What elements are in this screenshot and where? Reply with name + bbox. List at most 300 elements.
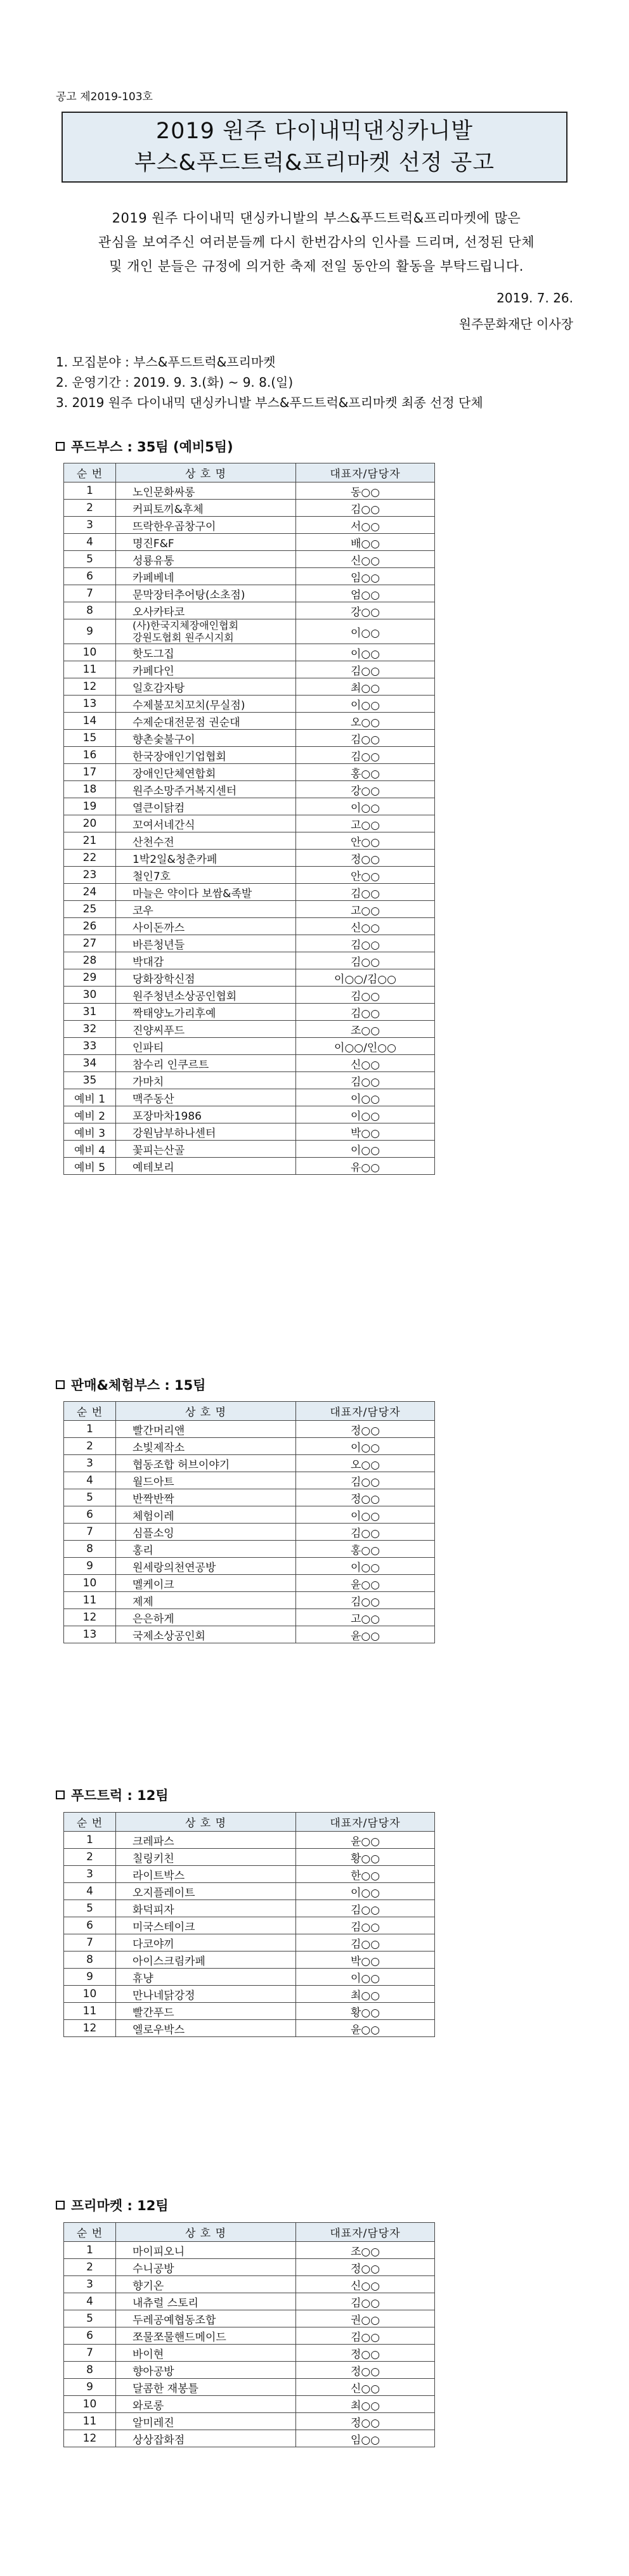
- cell-no: 35: [64, 1072, 116, 1089]
- cell-representative: 이○○: [296, 1106, 435, 1123]
- cell-representative: 김○○: [296, 661, 435, 678]
- cell-name: 가마치: [116, 1072, 296, 1089]
- table-row: [64, 764, 435, 781]
- table-row: [64, 2242, 435, 2259]
- cell-name: 사이돈까스: [116, 918, 296, 935]
- cell-representative: 이○○/김○○: [296, 969, 435, 987]
- cell-no: 10: [64, 1986, 116, 2003]
- table-row: [64, 2396, 435, 2413]
- table-row: [64, 2327, 435, 2345]
- table-row: [64, 1592, 435, 1609]
- cell-representative: 박○○: [296, 1123, 435, 1141]
- cell-no: 1: [64, 1832, 116, 1849]
- cell-no: 24: [64, 884, 116, 901]
- cell-no: 26: [64, 918, 116, 935]
- table-row: [64, 1438, 435, 1455]
- cell-no: 12: [64, 1609, 116, 1626]
- header-representative: 대표자/담당자: [296, 463, 435, 482]
- cell-representative: 유○○: [296, 1158, 435, 1175]
- cell-no: 3: [64, 517, 116, 534]
- cell-representative: 김○○: [296, 1472, 435, 1489]
- cell-name: 제제: [116, 1592, 296, 1609]
- table-row: [64, 2362, 435, 2379]
- cell-representative: 조○○: [296, 1021, 435, 1038]
- cell-no: 13: [64, 696, 116, 713]
- header-name: 상 호 명: [116, 1813, 296, 1832]
- cell-name: 알미레진: [116, 2413, 296, 2430]
- cell-no: 28: [64, 952, 116, 969]
- table-row: [64, 1883, 435, 1900]
- cell-representative: 고○○: [296, 815, 435, 832]
- header-name: 상 호 명: [116, 2223, 296, 2242]
- cell-representative: 김○○: [296, 952, 435, 969]
- cell-no: 32: [64, 1021, 116, 1038]
- table-row: [64, 1934, 435, 1951]
- table-row: [64, 1455, 435, 1472]
- cell-no: 11: [64, 661, 116, 678]
- table-row: [64, 850, 435, 867]
- header-no: 순 번: [64, 2223, 116, 2242]
- cell-no: 20: [64, 815, 116, 832]
- cell-name: 홍리: [116, 1541, 296, 1558]
- cell-no: 25: [64, 901, 116, 918]
- cell-name: 만나네닭강정: [116, 1986, 296, 2003]
- cell-representative: 이○○: [296, 1558, 435, 1575]
- table-row: [64, 969, 435, 987]
- table-row: [64, 585, 435, 602]
- cell-representative: 김○○: [296, 884, 435, 901]
- cell-representative: 신○○: [296, 2276, 435, 2293]
- cell-representative: 김○○: [296, 1592, 435, 1609]
- cell-name: 바이현: [116, 2345, 296, 2362]
- cell-representative: 황○○: [296, 2003, 435, 2020]
- table-row: [64, 1541, 435, 1558]
- cell-no: 12: [64, 2430, 116, 2447]
- cell-no: 4: [64, 1883, 116, 1900]
- cell-representative: 이○○: [296, 1438, 435, 1455]
- cell-no: 22: [64, 850, 116, 867]
- cell-representative: 최○○: [296, 1986, 435, 2003]
- cell-representative: 정○○: [296, 2259, 435, 2276]
- cell-name: 미국스테이크: [116, 1917, 296, 1934]
- cell-representative: 오○○: [296, 1455, 435, 1472]
- cell-representative: 신○○: [296, 2379, 435, 2396]
- cell-no: 12: [64, 678, 116, 696]
- flea-market-table: [63, 2222, 435, 2447]
- table-row: [64, 2020, 435, 2037]
- table-row: [64, 500, 435, 517]
- cell-name: 향촌숯불구이: [116, 730, 296, 747]
- cell-name: 산천수전: [116, 832, 296, 850]
- cell-representative: 김○○: [296, 935, 435, 952]
- cell-no: 8: [64, 2362, 116, 2379]
- cell-representative: 최○○: [296, 2396, 435, 2413]
- section-title-text: 프리마켓 : 12팀: [71, 2198, 169, 2213]
- cell-name: 상상잡화점: [116, 2430, 296, 2447]
- cell-representative: 이○○: [296, 696, 435, 713]
- cell-no: 1: [64, 2242, 116, 2259]
- table-row: [64, 2345, 435, 2362]
- food-truck-table: [63, 1812, 435, 2037]
- intro-line-1: 2019 원주 다이내믹 댄싱카니발의 부스&푸드트럭&프리마켓에 많은: [112, 210, 521, 226]
- cell-name: 향아공방: [116, 2362, 296, 2379]
- cell-representative: 배○○: [296, 534, 435, 551]
- table-row: [64, 2310, 435, 2327]
- cell-representative: 신○○: [296, 1055, 435, 1072]
- cell-name: 일호감자탕: [116, 678, 296, 696]
- cell-representative: 윤○○: [296, 2020, 435, 2037]
- cell-representative: 안○○: [296, 832, 435, 850]
- table-header-row: [64, 1813, 435, 1832]
- cell-name: 1박2일&청춘카페: [116, 850, 296, 867]
- table-row: [64, 815, 435, 832]
- table-row: [64, 517, 435, 534]
- cell-representative: 이○○: [296, 798, 435, 815]
- cell-representative: 윤○○: [296, 1832, 435, 1849]
- cell-no: 3: [64, 1455, 116, 1472]
- cell-name: 오사카타코: [116, 602, 296, 619]
- cell-name: 한국장애인기업협회: [116, 747, 296, 764]
- cell-no: 5: [64, 551, 116, 568]
- cell-name: 크레파스: [116, 1832, 296, 1849]
- overview-list: [56, 352, 483, 413]
- cell-no: 9: [64, 619, 116, 644]
- cell-representative: 김○○: [296, 987, 435, 1004]
- cell-name: 원주청년소상공인협회: [116, 987, 296, 1004]
- cell-no: 6: [64, 1506, 116, 1524]
- section-title-text: 판매&체험부스 : 15팀: [71, 1378, 206, 1393]
- cell-representative: 이○○: [296, 1089, 435, 1106]
- cell-name: 코우: [116, 901, 296, 918]
- cell-no: 예비 4: [64, 1141, 116, 1158]
- cell-name: 성룡유통: [116, 551, 296, 568]
- cell-representative: 김○○: [296, 1900, 435, 1917]
- table-row: [64, 713, 435, 730]
- section-title-flea-market: [56, 2196, 169, 2215]
- cell-name: 심플소잉: [116, 1524, 296, 1541]
- table-row: [64, 1038, 435, 1055]
- cell-representative: 이○○/인○○: [296, 1038, 435, 1055]
- cell-name: 핫도그집: [116, 644, 296, 661]
- table-row: [64, 952, 435, 969]
- cell-no: 12: [64, 2020, 116, 2037]
- cell-representative: 신○○: [296, 918, 435, 935]
- cell-no: 10: [64, 1575, 116, 1592]
- header-representative: 대표자/담당자: [296, 2223, 435, 2242]
- cell-name: 포장마차1986: [116, 1106, 296, 1123]
- table-row: [64, 1626, 435, 1643]
- cell-no: 예비 1: [64, 1089, 116, 1106]
- cell-name: 국제소상공인회: [116, 1626, 296, 1643]
- table-row: [64, 884, 435, 901]
- cell-representative: 이○○: [296, 1141, 435, 1158]
- cell-name: 커피토끼&후체: [116, 500, 296, 517]
- cell-representative: 이○○: [296, 619, 435, 644]
- cell-no: 9: [64, 1558, 116, 1575]
- cell-no: 10: [64, 644, 116, 661]
- cell-no: 예비 3: [64, 1123, 116, 1141]
- cell-name: 쪼물쪼물핸드메이드: [116, 2327, 296, 2345]
- cell-name: 바른청년들: [116, 935, 296, 952]
- cell-name: 문막장터추어탕(소초점): [116, 585, 296, 602]
- cell-representative: 정○○: [296, 1489, 435, 1506]
- cell-no: 2: [64, 2259, 116, 2276]
- cell-no: 31: [64, 1004, 116, 1021]
- cell-representative: 엄○○: [296, 585, 435, 602]
- header-representative: 대표자/담당자: [296, 1813, 435, 1832]
- cell-no: 27: [64, 935, 116, 952]
- cell-no: 29: [64, 969, 116, 987]
- cell-no: 33: [64, 1038, 116, 1055]
- table-row: [64, 2379, 435, 2396]
- intro-paragraph: [56, 206, 577, 278]
- cell-representative: 김○○: [296, 1004, 435, 1021]
- cell-name: 빨간푸드: [116, 2003, 296, 2020]
- cell-name: 수니공방: [116, 2259, 296, 2276]
- cell-no: 14: [64, 713, 116, 730]
- cell-name: 인파티: [116, 1038, 296, 1055]
- cell-name: 달콤한 재봉틀: [116, 2379, 296, 2396]
- cell-representative: 황○○: [296, 1849, 435, 1866]
- cell-representative: 신○○: [296, 551, 435, 568]
- cell-name: 당화장학신점: [116, 969, 296, 987]
- cell-representative: 윤○○: [296, 1626, 435, 1643]
- cell-name: 카페베네: [116, 568, 296, 585]
- table-row: [64, 832, 435, 850]
- table-row: [64, 2293, 435, 2310]
- cell-no: 3: [64, 1866, 116, 1883]
- table-row: [64, 1004, 435, 1021]
- table-row: [64, 1832, 435, 1849]
- cell-no: 5: [64, 1489, 116, 1506]
- header-no: 순 번: [64, 1813, 116, 1832]
- cell-no: 1: [64, 1421, 116, 1438]
- cell-representative: 정○○: [296, 850, 435, 867]
- cell-no: 9: [64, 2379, 116, 2396]
- cell-representative: 이○○: [296, 644, 435, 661]
- section-title-text: 푸드트럭 : 12팀: [71, 1788, 169, 1803]
- section-title-text: 푸드부스 : 35팀 (예비5팀): [71, 439, 233, 455]
- cell-name: 짝태양노가리후예: [116, 1004, 296, 1021]
- cell-no: 17: [64, 764, 116, 781]
- sign-date: 2019. 7. 26.: [496, 290, 573, 306]
- table-row: [64, 678, 435, 696]
- table-row: [64, 1969, 435, 1986]
- cell-representative: 김○○: [296, 747, 435, 764]
- cell-no: 11: [64, 2413, 116, 2430]
- cell-representative: 권○○: [296, 2310, 435, 2327]
- cell-representative: 고○○: [296, 1609, 435, 1626]
- cell-name: 예테보리: [116, 1158, 296, 1175]
- cell-representative: 동○○: [296, 482, 435, 500]
- sign-organization: 원주문화재단 이사장: [458, 316, 573, 332]
- cell-no: 34: [64, 1055, 116, 1072]
- cell-representative: 김○○: [296, 1917, 435, 1934]
- cell-name: 열큰이닭컴: [116, 798, 296, 815]
- cell-name: 두레공예협동조합: [116, 2310, 296, 2327]
- table-header-row: [64, 2223, 435, 2242]
- cell-no: 4: [64, 534, 116, 551]
- cell-no: 15: [64, 730, 116, 747]
- table-row: [64, 1558, 435, 1575]
- cell-name: 수제불꼬치꼬치(무실점): [116, 696, 296, 713]
- square-bullet-icon: [56, 1790, 65, 1799]
- cell-no: 7: [64, 1524, 116, 1541]
- cell-name: 꽃피는산골: [116, 1141, 296, 1158]
- table-row: [64, 661, 435, 678]
- cell-name: 진양씨푸드: [116, 1021, 296, 1038]
- table-row: [64, 1609, 435, 1626]
- cell-name: 라이트박스: [116, 1866, 296, 1883]
- cell-name: 참수리 인쿠르트: [116, 1055, 296, 1072]
- cell-name: 오지플레이트: [116, 1883, 296, 1900]
- cell-name: 와로롱: [116, 2396, 296, 2413]
- cell-no: 8: [64, 1541, 116, 1558]
- cell-representative: 이○○: [296, 1506, 435, 1524]
- cell-no: 5: [64, 2310, 116, 2327]
- cell-name: 원주소망주거복지센터: [116, 781, 296, 798]
- table-row: [64, 482, 435, 500]
- cell-name: 원세랑의천연공방: [116, 1558, 296, 1575]
- cell-representative: 임○○: [296, 2430, 435, 2447]
- cell-representative: 홍○○: [296, 1541, 435, 1558]
- table-row: [64, 747, 435, 764]
- cell-name: 휴냥: [116, 1969, 296, 1986]
- cell-no: 8: [64, 1951, 116, 1969]
- table-row: [64, 1900, 435, 1917]
- cell-representative: 정○○: [296, 2362, 435, 2379]
- header-no: 순 번: [64, 1402, 116, 1421]
- cell-name: 아이스크림카페: [116, 1951, 296, 1969]
- table-row: [64, 602, 435, 619]
- table-row: [64, 987, 435, 1004]
- table-row: [64, 1917, 435, 1934]
- cell-representative: 김○○: [296, 1072, 435, 1089]
- table-row: [64, 1055, 435, 1072]
- cell-name: 체험이레: [116, 1506, 296, 1524]
- cell-no: 7: [64, 2345, 116, 2362]
- cell-representative: 이○○: [296, 1969, 435, 1986]
- cell-no: 23: [64, 867, 116, 884]
- cell-no: 5: [64, 1900, 116, 1917]
- cell-no: 7: [64, 1934, 116, 1951]
- cell-representative: 김○○: [296, 730, 435, 747]
- cell-name: 소빛제작소: [116, 1438, 296, 1455]
- cell-no: 2: [64, 1849, 116, 1866]
- square-bullet-icon: [56, 442, 65, 451]
- table-row: [64, 1123, 435, 1141]
- header-no: 순 번: [64, 463, 116, 482]
- cell-no: 4: [64, 1472, 116, 1489]
- table-row: [64, 1141, 435, 1158]
- title-box: [62, 112, 567, 183]
- cell-name: 마늘은 약이다 보쌈&족발: [116, 884, 296, 901]
- table-row: [64, 1524, 435, 1541]
- cell-no: 6: [64, 568, 116, 585]
- table-row: [64, 619, 435, 644]
- overview-item-1: 1. 모집분야 : 부스&푸드트럭&프리마켓: [56, 354, 276, 370]
- cell-name: 빨간머리앤: [116, 1421, 296, 1438]
- cell-name: 내츄럴 스토리: [116, 2293, 296, 2310]
- table-row: [64, 935, 435, 952]
- cell-name: 철인7호: [116, 867, 296, 884]
- cell-no: 6: [64, 1917, 116, 1934]
- cell-name: 카페다인: [116, 661, 296, 678]
- cell-name: 엘로우박스: [116, 2020, 296, 2037]
- sales-booth-table: [63, 1401, 435, 1643]
- cell-representative: 최○○: [296, 678, 435, 696]
- cell-representative: 박○○: [296, 1951, 435, 1969]
- cell-no: 16: [64, 747, 116, 764]
- table-row: [64, 867, 435, 884]
- table-row: [64, 781, 435, 798]
- cell-representative: 이○○: [296, 1883, 435, 1900]
- cell-name: 향기온: [116, 2276, 296, 2293]
- table-row: [64, 2003, 435, 2020]
- cell-representative: 김○○: [296, 500, 435, 517]
- table-row: [64, 2276, 435, 2293]
- cell-no: 6: [64, 2327, 116, 2345]
- cell-representative: 김○○: [296, 2327, 435, 2345]
- title-line-1: 2019 원주 다이내믹댄싱카니발: [155, 119, 474, 144]
- table-row: [64, 1866, 435, 1883]
- cell-name: 월드아트: [116, 1472, 296, 1489]
- cell-name: 화덕피자: [116, 1900, 296, 1917]
- cell-representative: 임○○: [296, 568, 435, 585]
- table-row: [64, 1472, 435, 1489]
- intro-line-3: 및 개인 분들은 규정에 의거한 축제 전일 동안의 활동을 부탁드립니다.: [109, 259, 524, 274]
- table-row: [64, 644, 435, 661]
- cell-no: 9: [64, 1969, 116, 1986]
- header-name: 상 호 명: [116, 463, 296, 482]
- cell-representative: 강○○: [296, 781, 435, 798]
- cell-no: 예비 5: [64, 1158, 116, 1175]
- cell-name: 마이피오니: [116, 2242, 296, 2259]
- table-row: [64, 568, 435, 585]
- header-representative: 대표자/담당자: [296, 1402, 435, 1421]
- cell-no: 13: [64, 1626, 116, 1643]
- cell-name: 맥주동산: [116, 1089, 296, 1106]
- cell-representative: 고○○: [296, 901, 435, 918]
- cell-no: 4: [64, 2293, 116, 2310]
- table-row: [64, 1575, 435, 1592]
- cell-name: 장애인단체연합회: [116, 764, 296, 781]
- cell-name: 수제순대전문점 권순대: [116, 713, 296, 730]
- intro-line-2: 관심을 보여주신 여러분들께 다시 한번감사의 인사를 드리며, 선정된 단체: [98, 235, 535, 250]
- cell-representative: 안○○: [296, 867, 435, 884]
- table-row: [64, 2413, 435, 2430]
- section-title-food-booth: [56, 437, 233, 456]
- table-row: [64, 696, 435, 713]
- cell-name: 강원남부하나센터: [116, 1123, 296, 1141]
- overview-item-2: 2. 운영기간 : 2019. 9. 3.(화) ~ 9. 8.(일): [56, 375, 294, 390]
- table-row: [64, 1089, 435, 1106]
- cell-representative: 김○○: [296, 2293, 435, 2310]
- table-row: [64, 1489, 435, 1506]
- cell-representative: 오○○: [296, 713, 435, 730]
- cell-name: 은은하게: [116, 1609, 296, 1626]
- cell-representative: 서○○: [296, 517, 435, 534]
- cell-representative: 강○○: [296, 602, 435, 619]
- cell-representative: 윤○○: [296, 1575, 435, 1592]
- cell-no: 3: [64, 2276, 116, 2293]
- title-line-2: 부스&푸드트럭&프리마켓 선정 공고: [134, 150, 495, 176]
- table-row: [64, 1158, 435, 1175]
- cell-representative: 홍○○: [296, 764, 435, 781]
- cell-no: 8: [64, 602, 116, 619]
- table-row: [64, 1986, 435, 2003]
- header-name: 상 호 명: [116, 1402, 296, 1421]
